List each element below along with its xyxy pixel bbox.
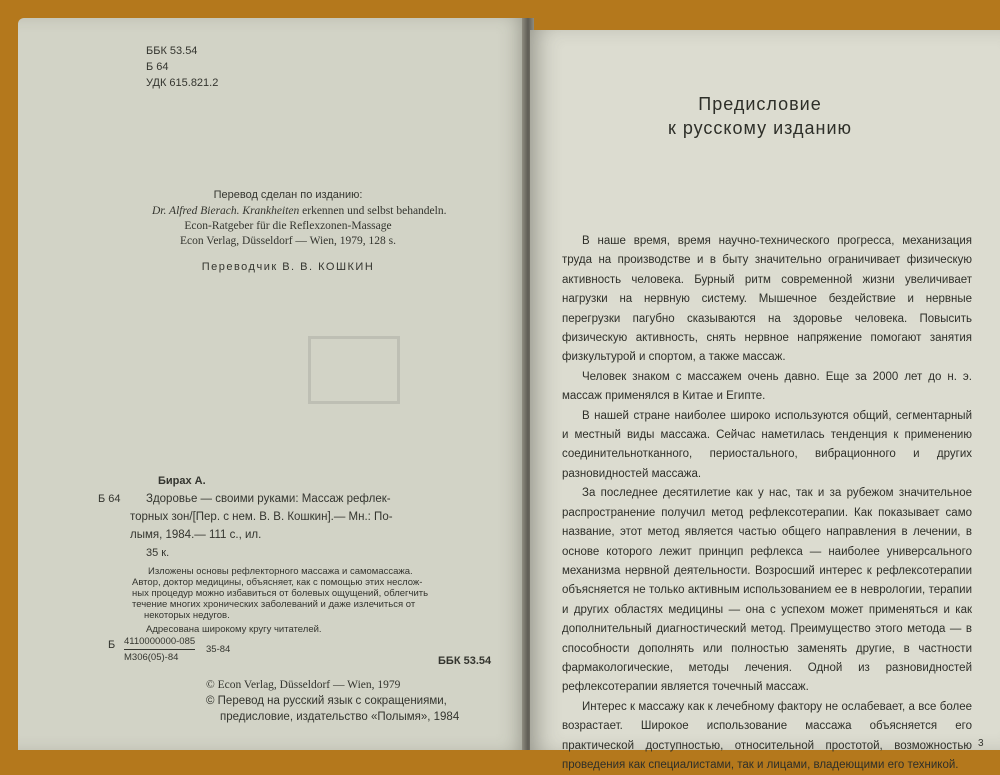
preface-heading bbox=[590, 92, 930, 140]
right-page bbox=[530, 30, 1000, 771]
catalog-price: 35 к. bbox=[146, 547, 170, 559]
book-spread bbox=[18, 18, 998, 771]
translation-source-line2: Econ-Ratgeber für die Reflexzonen-Massage bbox=[184, 220, 392, 232]
formula-bottom: М306(05)-84 bbox=[124, 652, 179, 663]
annotation-line: ных процедур можно избавиться от болевых ощущений, облегчить bbox=[132, 588, 429, 599]
annotation-line: Изложены основы рефлекторного массажа и самомассажа. bbox=[148, 566, 413, 577]
catalog-author: Бирах А. bbox=[158, 475, 206, 487]
translation-source-line1 bbox=[152, 204, 447, 219]
show-through-text bbox=[178, 98, 195, 167]
translation-source-line3: Econ Verlag, Düsseldorf — Wien, 1979, 128 s. bbox=[180, 235, 396, 247]
preface-body bbox=[562, 232, 972, 775]
translator: Переводчик В. В. КОШКИН bbox=[201, 261, 375, 273]
catalog-title-line2: торных зон/[Пер. с нем. В. В. Кошкин].— Мн.: По- bbox=[130, 511, 393, 523]
show-through-emblem bbox=[308, 336, 400, 404]
preface-paragraph: За последнее десятилетие как у нас, так и за рубежом значительное распространение получил метод рефлексотерапии. Как показывает само название, этот метод является частью общего направления в лечении, в основе которого лежит принцип рефлекса — наиболее универсального механизма нервной деятельности. Возросший интерес к рефлексотерапии объясняется не только активным использованием ее в неврологии, терапии и других областях медицины — она с успехом может применяться и как дополнительный диагностический метод. Преимущество этого метода — в способности дополнять или полностью заменять другие, в частности фармакологические, методы лечения. Одной из разновидностей рефлексотерапии является точечный массаж. bbox=[562, 487, 972, 694]
annotation-line: некоторых недугов. bbox=[144, 610, 230, 621]
b-code: Б 64 bbox=[146, 61, 169, 73]
preface-paragraph: В наше время, время научно-технического прогресса, механизация труда на производстве и в быту значительно ограничивает физическую активность человека. Бурный ритм современной жизни увеличивает нагрузки на нервную систему. Мышечное бездействие и нервные перегрузки пагубно сказываются на здоровье человека. Повысить физическую активность, снять нервное напряжение помогают занятия физкультурой и спортом, а также массаж. bbox=[562, 235, 972, 364]
formula-b: Б bbox=[108, 639, 116, 651]
left-page bbox=[18, 18, 526, 750]
source-title-rest: erkennen und selbst behandeln. bbox=[302, 205, 447, 217]
page-number: 3 bbox=[978, 738, 984, 749]
annotation-line: Автор, доктор медицины, объясняет, как с помощью этих неслож- bbox=[132, 577, 423, 588]
heading-line2: к русскому изданию bbox=[667, 118, 853, 138]
heading-line1: Предисловие bbox=[698, 94, 822, 114]
catalog-code: Б 64 bbox=[98, 493, 121, 505]
audience-note: Адресована широкому кругу читателей. bbox=[146, 624, 322, 635]
bbk-code: ББК 53.54 bbox=[146, 45, 198, 57]
catalog-title-line1: Здоровье — своими руками: Массаж рефлек- bbox=[146, 493, 391, 505]
catalog-title-line3: лымя, 1984.— 111 с., ил. bbox=[130, 529, 262, 541]
formula-right: 35-84 bbox=[206, 644, 231, 655]
preface-paragraph: Человек знаком с массажем очень давно. Еще за 2000 лет до н. э. массаж применялся в Китае и Египте. bbox=[562, 370, 972, 403]
source-author: Dr. Alfred Bierach. bbox=[152, 205, 240, 217]
catalog-bbk: ББК 53.54 bbox=[438, 655, 492, 667]
source-title: Krankheiten bbox=[242, 205, 300, 217]
udk-code: УДК 615.821.2 bbox=[146, 77, 219, 89]
formula-top: 4110000000-085 bbox=[124, 636, 195, 650]
copyright-line2: © Перевод на русский язык с сокращениями, bbox=[206, 695, 447, 707]
preface-paragraph: В нашей стране наиболее широко используются общий, сегментарный и местный виды массажа. Сейчас наметилась тенденция к применению соединительнотканного, периостального, вибрационного и других разновидностей массажа. bbox=[562, 409, 972, 480]
annotation-line: течение многих хронических заболеваний и даже излечиться от bbox=[132, 599, 416, 610]
copyright-line3: предисловие, издательство «Полымя», 1984 bbox=[220, 711, 460, 723]
copyright-line1: © Econ Verlag, Düsseldorf — Wien, 1979 bbox=[206, 679, 401, 691]
translation-source-title: Перевод сделан по изданию: bbox=[213, 189, 363, 201]
preface-paragraph: Интерес к массажу как к лечебному фактору не ослабевает, а все более возрастает. Широкое использование массажа объясняется его практической доступностью, относительной простотой, возможностью проведения как специалистами, так и лицами, владеющими его техникой. bbox=[562, 700, 972, 771]
